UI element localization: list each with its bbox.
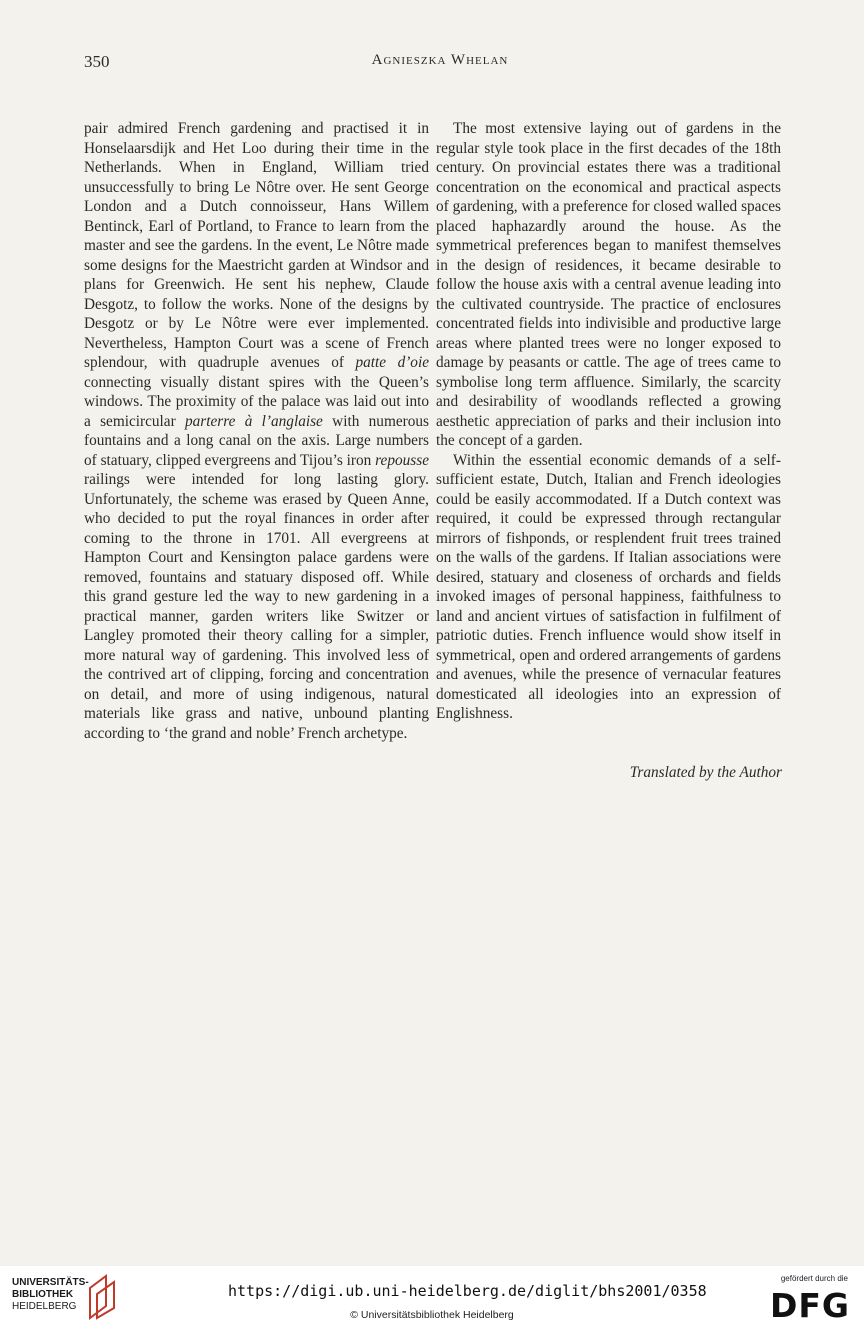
dfg-logo[interactable]: DFG [769,1286,850,1325]
permalink-url[interactable]: https://digi.ub.uni-heidelberg.de/diglit/bhs2001/0358 [228,1282,707,1300]
running-head: Agnieszka Whelan [371,52,509,68]
library-logo[interactable]: UNIVERSITÄTS- BIBLIOTHEK HEIDELBERG [12,1277,89,1312]
paragraph: pair admired French gardening and practised it in Honselaarsdijk and Het Loo during their time in the Netherlands. When in England, William tried unsuccessfully to bring Le Nôtre over. He sent George London and a Dutch connoisseur, Hans Willem Bentinck, Earl of Portland, to France to learn from the master and see the gardens. In the event, Le Nôtre made some designs for the Maestricht garden at Windsor and plans for Greenwich. He sent his nephew, Claude Desgotz, to follow the works. None of the designs by Desgotz or by Le Nôtre were ever implemented. Nevertheless, Hampton Court was a scene of French splendour, with quadruple avenues of patte d’oie connecting visually distant spires with the Queen’s windows. The proximity of the palace was laid out into a semicircular parterre à l’anglaise with numerous fountains and a long canal on the axis. Large numbers of statuary, clipped evergreens and Tijou’s iron repousse railings were intended for long lasting glory. Unfortunately, the scheme was erased by Queen Anne, who decided to put the royal finances in order after coming to the throne in 1701. All evergreens at Hampton Court and Kensington palace gardens were removed, fountains and statuary disposed off. While this grand gesture led the way to new gardening in a practical manner, garden writers like Switzer or Langley promoted their theory calling for a simpler, more natural way of gardening. This involved less of the contrived art of clipping, forcing and concentration on detail, and more of using indigenous, natural materials like grass and native, unbound planting according to ‘the grand and noble’ French archetype. [84,120,429,742]
left-column [84,119,429,743]
right-column [436,119,781,724]
funder-label: gefördert durch die [780,1274,848,1283]
page-number: 350 [84,52,110,71]
italic-term: patte d’oie [355,354,429,371]
paragraph: Within the essential economic demands of a self-sufficient estate, Dutch, Italian and French ideologies could be easily accommodated. If a Dutch context was required, it could be expressed through rectangular mirrors of fishponds, or resplendent fruit trees trained on the walls of the gardens. If Italian associations were desired, statuary and closeness of orchards and fields invoked images of personal happiness, faithfulness to land and ancient virtues of satisfaction in fulfilment of patriotic duties. French influence would show itself in symmetrical, open and ordered arrangements of gardens and avenues, while the presence of vernacular features domesticated all ideologies into an expression of Englishness. [436,451,781,722]
footer-bar [0,1266,864,1330]
copyright-notice: © Universitätsbibliothek Heidelberg [350,1309,514,1321]
translation-credit: Translated by the Author [629,764,782,781]
italic-term: parterre à l’anglaise [185,412,323,430]
italic-term: repousse [375,451,429,469]
paragraph: The most extensive laying out of gardens in the regular style took place in the first decades of the 18th century. On provincial estates there was a traditional concentration on the economical and practical aspects of gardening, with a preference for closed walled spaces placed haphazardly around the house. As the symmetrical preferences began to manifest themselves in the design of residences, it became desirable to follow the house axis with a central avenue leading into the cultivated countryside. The practice of enclosures concentrated fields into indivisible and productive large areas where planted trees were no longer exposed to damage by peasants or cattle. The age of trees came to symbolise long term affluence. Similarly, the scarcity and desirability of woodlands reflected a growing aesthetic appreciation of parks and their inclusion into the concept of a garden. [436,120,781,449]
